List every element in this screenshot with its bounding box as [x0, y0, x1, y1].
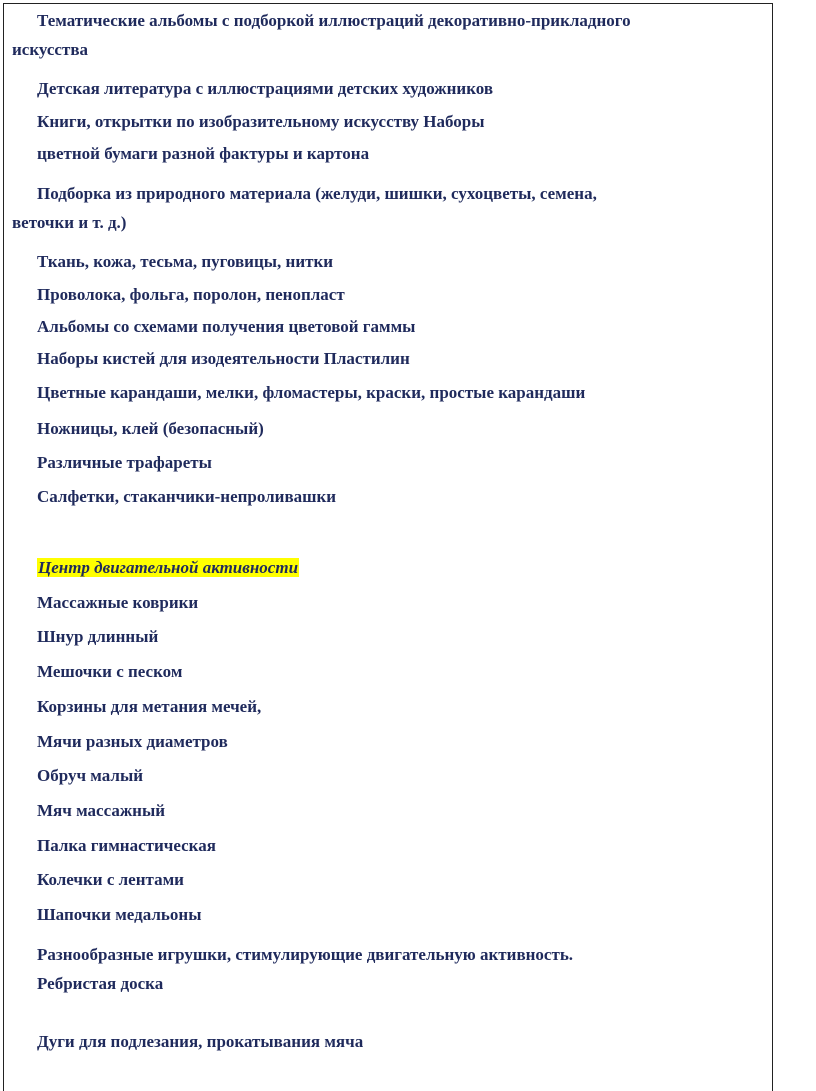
page-frame	[3, 3, 773, 1091]
text-line: Колечки с лентами	[37, 870, 184, 889]
text-line: веточки и т. д.)	[12, 213, 127, 232]
text-line: Массажные коврики	[37, 593, 199, 612]
text-line: искусства	[12, 40, 88, 59]
text-line: Книги, открытки по изобразительному искусству Наборы	[37, 112, 485, 131]
text-line: Альбомы со схемами получения цветовой гаммы	[37, 317, 416, 336]
text-line: Мяч массажный	[37, 801, 166, 820]
text-line: Мячи разных диаметров	[37, 732, 228, 751]
text-line: Обруч малый	[37, 766, 144, 785]
text-line: Шнур длинный	[37, 627, 159, 646]
section-heading	[37, 557, 299, 579]
text-line: Цветные карандаши, мелки, фломастеры, краски, простые карандаши	[37, 383, 586, 402]
text-line: Ребристая доска	[37, 974, 164, 993]
text-line: Корзины для метания мечей,	[37, 697, 262, 716]
text-line: Дуги для подлезания, прокатывания мяча	[37, 1032, 364, 1051]
text-line: Ножницы, клей (безопасный)	[37, 419, 264, 438]
text-line: Наборы кистей для изодеятельности Пластилин	[37, 349, 410, 368]
text-line: Салфетки, стаканчики-непроливашки	[37, 487, 337, 506]
text-line: Проволока, фольга, поролон, пенопласт	[37, 285, 345, 304]
text-line: Палка гимнастическая	[37, 836, 216, 855]
text-line: цветной бумаги разной фактуры и картона	[37, 144, 370, 163]
text-line: Ткань, кожа, тесьма, пуговицы, нитки	[37, 252, 334, 271]
text-line: Различные трафареты	[37, 453, 212, 472]
text-line: Разнообразные игрушки, стимулирующие двигательную активность.	[37, 945, 574, 964]
text-line: Шапочки медальоны	[37, 905, 202, 924]
text-line: Мешочки с песком	[37, 662, 183, 681]
text-line: Подборка из природного материала (желуди, шишки, сухоцветы, семена,	[37, 184, 597, 203]
text-line: Тематические альбомы с подборкой иллюстраций декоративно-прикладного	[37, 11, 631, 30]
text-line: Детская литература с иллюстрациями детских художников	[37, 79, 494, 98]
section-heading-text: Центр двигательной активности	[38, 558, 299, 577]
